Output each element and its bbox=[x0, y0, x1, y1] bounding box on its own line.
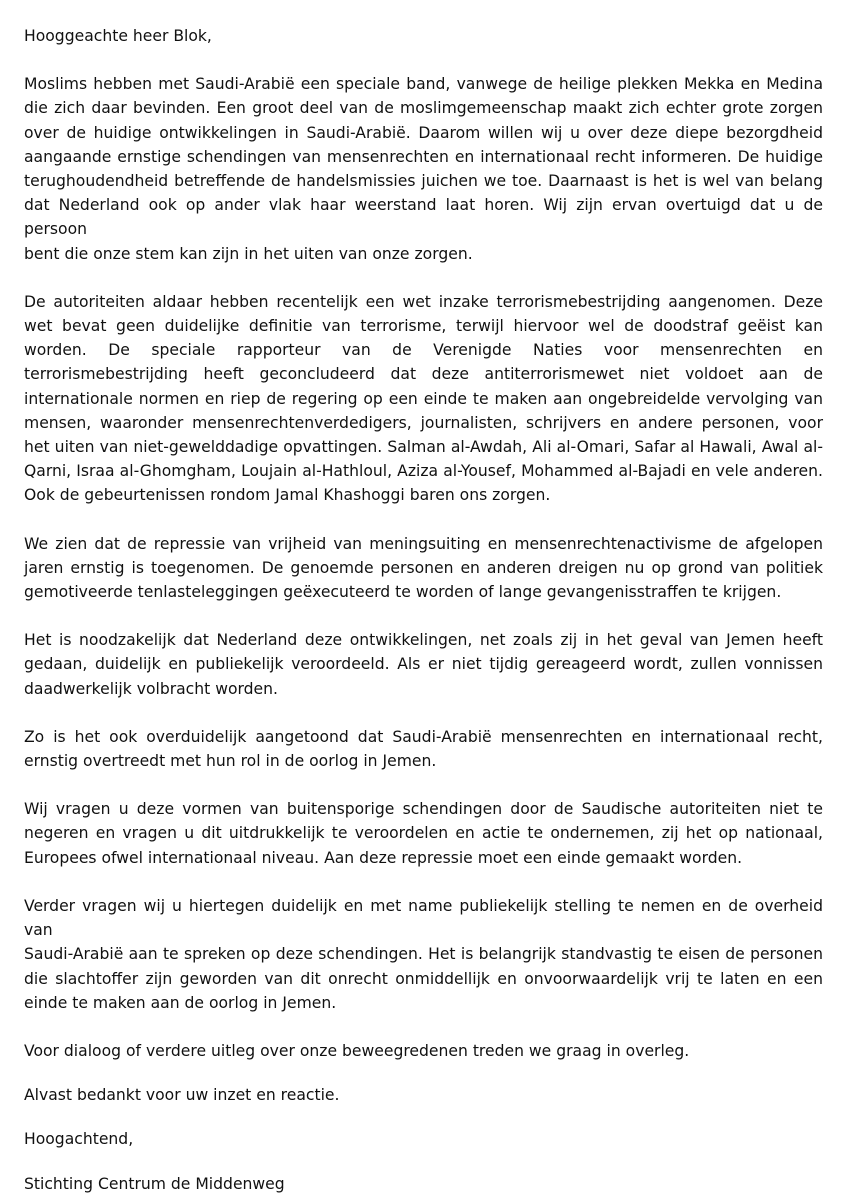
paragraph-line: wet bevat geen duidelijke definitie van terrorisme, terwijl hiervoor wel de doodstraf geëist kan bbox=[24, 317, 823, 336]
paragraph-7 bbox=[24, 894, 823, 1015]
paragraph-line: We zien dat de repressie van vrijheid van meningsuiting en mensenrechtenactivisme de afgelopen bbox=[24, 534, 823, 553]
paragraph-5 bbox=[24, 725, 823, 773]
paragraph-line: terrorismebestrijding heeft geconcludeerd dat deze antiterrorismewet niet voldoet aan de bbox=[24, 365, 823, 384]
paragraph-line: mensen, waaronder mensenrechtenverdedigers, journalisten, schrijvers en andere personen, voor bbox=[24, 413, 823, 432]
paragraph-line: De autoriteiten aldaar hebben recentelijk een wet inzake terrorismebestrijding aangenomen. Deze bbox=[24, 292, 823, 311]
paragraph-line: het uiten van niet-gewelddadige opvattingen. Salman al-Awdah, Ali al-Omari, Safar al Hawali, Awal al- bbox=[24, 438, 823, 457]
salutation: Hooggeachte heer Blok, bbox=[24, 27, 212, 45]
paragraph-line: gemotiveerde tenlasteleggingen geëxecuteerd te worden of lange gevangenisstraffen te krijgen. bbox=[24, 583, 782, 602]
paragraph-4 bbox=[24, 628, 823, 701]
paragraph-line: Moslims hebben met Saudi-Arabië een speciale band, vanwege de heilige plekken Mekka en Medina bbox=[24, 75, 823, 94]
paragraph-line: over de huidige ontwikkelingen in Saudi-Arabië. Daarom willen wij u over deze diepe bezorgdheid bbox=[24, 123, 823, 142]
thanks-line: Alvast bedankt voor uw inzet en reactie. bbox=[24, 1086, 340, 1105]
closing: Hoogachtend, bbox=[24, 1130, 134, 1149]
paragraph-6 bbox=[24, 797, 823, 870]
paragraph-3 bbox=[24, 532, 823, 605]
paragraph-line: Europees ofwel internationaal niveau. Aan deze repressie moet een einde gemaakt worden. bbox=[24, 848, 743, 867]
signature: Stichting Centrum de Middenweg bbox=[24, 1174, 285, 1193]
paragraph-line: bent die onze stem kan zijn in het uiten van onze zorgen. bbox=[24, 244, 473, 263]
paragraph-line: negeren en vragen u dit uitdrukkelijk te veroordelen en actie te ondernemen, zij het op nationaal, bbox=[24, 824, 823, 843]
paragraph-line: gedaan, duidelijk en publiekelijk veroordeeld. Als er niet tijdig gereageerd wordt, zullen vonnissen bbox=[24, 655, 823, 674]
paragraph-line: Zo is het ook overduidelijk aangetoond dat Saudi-Arabië mensenrechten en internationaal recht, bbox=[24, 727, 823, 746]
paragraph-line: internationale normen en riep de regering op een einde te maken aan ongebreidelde vervolging van bbox=[24, 389, 823, 408]
paragraph-line: Saudi-Arabië aan te spreken op deze schendingen. Het is belangrijk standvastig te eisen de personen bbox=[24, 945, 823, 964]
paragraph-line: einde te maken aan de oorlog in Jemen. bbox=[24, 993, 337, 1012]
dialogue-line: Voor dialoog of verdere uitleg over onze beweegredenen treden we graag in overleg. bbox=[24, 1041, 690, 1060]
paragraph-line: worden. De speciale rapporteur van de Verenigde Naties voor mensenrechten en bbox=[24, 341, 823, 360]
paragraph-line: daadwerkelijk volbracht worden. bbox=[24, 679, 278, 698]
paragraph-line: dat Nederland ook op ander vlak haar weerstand laat horen. Wij zijn ervan overtuigd dat u de persoon bbox=[24, 196, 823, 239]
paragraph-2 bbox=[24, 290, 823, 508]
paragraph-line: Qarni, Israa al-Ghomgham, Loujain al-Hathloul, Aziza al-Yousef, Mohammed al-Bajadi en vele anderen. bbox=[24, 462, 823, 481]
paragraph-line: Het is noodzakelijk dat Nederland deze ontwikkelingen, net zoals zij in het geval van Jemen heeft bbox=[24, 631, 823, 650]
paragraph-1 bbox=[24, 72, 823, 266]
paragraph-line: terughoudendheid betreffende de handelsmissies juichen we toe. Daarnaast is het is wel van belang bbox=[24, 172, 823, 191]
paragraph-line: ernstig overtreedt met hun rol in de oorlog in Jemen. bbox=[24, 752, 437, 771]
paragraph-line: die zich daar bevinden. Een groot deel van de moslimgemeenschap maakt zich echter grote zorgen bbox=[24, 99, 823, 118]
paragraph-line: aangaande ernstige schendingen van mensenrechten en internationaal recht informeren. De huidige bbox=[24, 147, 823, 166]
paragraph-line: Verder vragen wij u hiertegen duidelijk en met name publiekelijk stelling te nemen en de overheid van bbox=[24, 896, 823, 940]
paragraph-line: die slachtoffer zijn geworden van dit onrecht onmiddellijk en onvoorwaardelijk vrij te laten en een bbox=[24, 969, 823, 988]
paragraph-line: jaren ernstig is toegenomen. De genoemde personen en anderen dreigen nu op grond van politiek bbox=[24, 558, 823, 577]
paragraph-line: Ook de gebeurtenissen rondom Jamal Khashoggi baren ons zorgen. bbox=[24, 486, 551, 505]
paragraph-line: Wij vragen u deze vormen van buitensporige schendingen door de Saudische autoriteiten niet te bbox=[24, 800, 823, 819]
